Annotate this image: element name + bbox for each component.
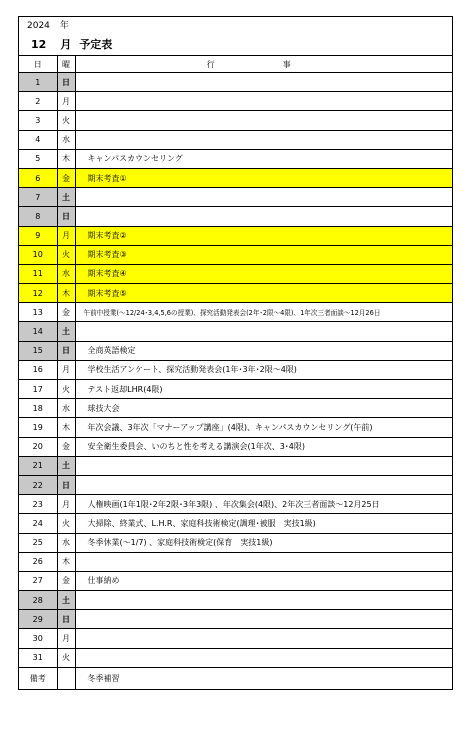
day-cell: 10 — [19, 245, 57, 264]
table-row — [19, 188, 452, 207]
table-row — [19, 322, 452, 341]
weekday-cell: 月 — [57, 495, 75, 514]
day-cell: 11 — [19, 264, 57, 283]
event-cell: 期末考査① — [75, 168, 452, 187]
weekday-cell: 木 — [57, 418, 75, 437]
notes-label: 備考 — [19, 667, 57, 689]
day-cell: 20 — [19, 437, 57, 456]
table-row — [19, 245, 452, 264]
event-cell: 期末考査② — [75, 226, 452, 245]
weekday-cell: 木 — [57, 552, 75, 571]
event-cell: 期末考査③ — [75, 245, 452, 264]
table-row — [19, 380, 452, 399]
table-row — [19, 495, 452, 514]
table-row — [19, 130, 452, 149]
weekday-cell: 土 — [57, 188, 75, 207]
weekday-cell: 木 — [57, 284, 75, 303]
weekday-cell: 日 — [57, 475, 75, 494]
table-row — [19, 591, 452, 610]
day-cell: 17 — [19, 380, 57, 399]
event-cell: 仕事納め — [75, 571, 452, 590]
table-row — [19, 475, 452, 494]
weekday-cell: 金 — [57, 437, 75, 456]
weekday-cell: 月 — [57, 92, 75, 111]
day-cell: 3 — [19, 111, 57, 130]
event-cell: 全商英語検定 — [75, 341, 452, 360]
schedule-table — [19, 55, 452, 689]
table-row — [19, 168, 452, 187]
weekday-cell: 火 — [57, 380, 75, 399]
day-cell: 31 — [19, 648, 57, 667]
weekday-cell: 金 — [57, 571, 75, 590]
table-row — [19, 552, 452, 571]
table-header-row — [19, 56, 452, 73]
weekday-cell: 日 — [57, 341, 75, 360]
weekday-cell: 水 — [57, 399, 75, 418]
table-row — [19, 629, 452, 648]
notes-row — [19, 667, 452, 689]
page-title: 予定表 — [79, 38, 113, 51]
weekday-cell: 月 — [57, 226, 75, 245]
table-row — [19, 648, 452, 667]
table-row — [19, 571, 452, 590]
weekday-cell: 水 — [57, 130, 75, 149]
event-cell: キャンパスカウンセリング — [75, 149, 452, 168]
column-header-events: 行 事 — [75, 56, 452, 73]
event-cell — [75, 188, 452, 207]
event-cell — [75, 475, 452, 494]
weekday-cell: 日 — [57, 73, 75, 92]
weekday-cell: 土 — [57, 322, 75, 341]
table-row — [19, 399, 452, 418]
event-cell: 冬季休業(～1/7) 、家庭科技術検定(保育 実技1級) — [75, 533, 452, 552]
weekday-cell: 日 — [57, 207, 75, 226]
day-cell: 28 — [19, 591, 57, 610]
event-cell — [75, 322, 452, 341]
event-cell — [75, 456, 452, 475]
event-cell — [75, 552, 452, 571]
day-cell: 30 — [19, 629, 57, 648]
day-cell: 14 — [19, 322, 57, 341]
day-cell: 2 — [19, 92, 57, 111]
weekday-cell: 土 — [57, 591, 75, 610]
schedule-sheet — [18, 16, 453, 690]
table-row — [19, 533, 452, 552]
weekday-cell: 火 — [57, 648, 75, 667]
table-row — [19, 303, 452, 322]
day-cell: 25 — [19, 533, 57, 552]
table-row — [19, 92, 452, 111]
day-cell: 4 — [19, 130, 57, 149]
weekday-cell: 火 — [57, 245, 75, 264]
event-cell: 期末考査⑤ — [75, 284, 452, 303]
weekday-cell: 水 — [57, 264, 75, 283]
day-cell: 6 — [19, 168, 57, 187]
day-cell: 5 — [19, 149, 57, 168]
notes-text: 冬季補習 — [75, 667, 452, 689]
day-cell: 29 — [19, 610, 57, 629]
table-row — [19, 284, 452, 303]
table-row — [19, 111, 452, 130]
day-cell: 9 — [19, 226, 57, 245]
weekday-cell: 日 — [57, 610, 75, 629]
year-header — [19, 17, 452, 35]
day-cell: 1 — [19, 73, 57, 92]
day-cell: 21 — [19, 456, 57, 475]
event-cell: 年次会議、3年次「マナーアップ講座」(4限)、キャンパスカウンセリング(午前) — [75, 418, 452, 437]
weekday-cell: 月 — [57, 629, 75, 648]
event-cell — [75, 610, 452, 629]
table-row — [19, 226, 452, 245]
day-cell: 19 — [19, 418, 57, 437]
event-cell: 大掃除、終業式、L.H.R、家庭科技術検定(調理･被服 実技1級) — [75, 514, 452, 533]
day-cell: 18 — [19, 399, 57, 418]
table-row — [19, 610, 452, 629]
table-row — [19, 207, 452, 226]
year-value: 2024 — [27, 21, 50, 31]
day-cell: 27 — [19, 571, 57, 590]
weekday-cell: 火 — [57, 111, 75, 130]
event-cell: テスト返却LHR(4限) — [75, 380, 452, 399]
month-unit: 月 — [60, 38, 72, 51]
weekday-cell: 金 — [57, 168, 75, 187]
day-cell: 13 — [19, 303, 57, 322]
notes-blank — [57, 667, 75, 689]
weekday-cell: 木 — [57, 149, 75, 168]
weekday-cell: 金 — [57, 303, 75, 322]
day-cell: 24 — [19, 514, 57, 533]
table-row — [19, 456, 452, 475]
event-cell: 人権映画(1年1限･2年2限･3年3限) 、年次集会(4限)、2年次三者面談～12月25日 — [75, 495, 452, 514]
table-row — [19, 418, 452, 437]
event-cell — [75, 591, 452, 610]
table-row — [19, 341, 452, 360]
table-row — [19, 264, 452, 283]
event-cell: 午前中授業(～12/24･3,4,5,6の授業)、探究活動発表会(2年･2限～4限)、1年次三者面談～12月26日 — [75, 303, 452, 322]
table-row — [19, 360, 452, 379]
year-unit: 年 — [59, 21, 69, 31]
column-header-day: 日 — [19, 56, 57, 73]
weekday-cell: 月 — [57, 360, 75, 379]
column-header-weekday: 曜 — [57, 56, 75, 73]
month-value: 12 — [31, 38, 47, 51]
month-header — [19, 35, 452, 55]
event-cell: 期末考査④ — [75, 264, 452, 283]
event-cell — [75, 648, 452, 667]
weekday-cell: 水 — [57, 533, 75, 552]
weekday-cell: 土 — [57, 456, 75, 475]
event-cell: 安全衛生委員会、いのちと性を考える講演会(1年次、3･4限) — [75, 437, 452, 456]
event-cell — [75, 629, 452, 648]
event-cell — [75, 111, 452, 130]
day-cell: 15 — [19, 341, 57, 360]
day-cell: 22 — [19, 475, 57, 494]
event-cell — [75, 207, 452, 226]
event-cell — [75, 130, 452, 149]
table-row — [19, 514, 452, 533]
event-cell: 学校生活アンケート、探究活動発表会(1年･3年･2限～4限) — [75, 360, 452, 379]
event-cell — [75, 92, 452, 111]
table-row — [19, 437, 452, 456]
table-row — [19, 73, 452, 92]
weekday-cell: 火 — [57, 514, 75, 533]
day-cell: 16 — [19, 360, 57, 379]
table-row — [19, 149, 452, 168]
event-cell: 球技大会 — [75, 399, 452, 418]
day-cell: 7 — [19, 188, 57, 207]
day-cell: 23 — [19, 495, 57, 514]
event-cell — [75, 73, 452, 92]
day-cell: 26 — [19, 552, 57, 571]
day-cell: 8 — [19, 207, 57, 226]
day-cell: 12 — [19, 284, 57, 303]
